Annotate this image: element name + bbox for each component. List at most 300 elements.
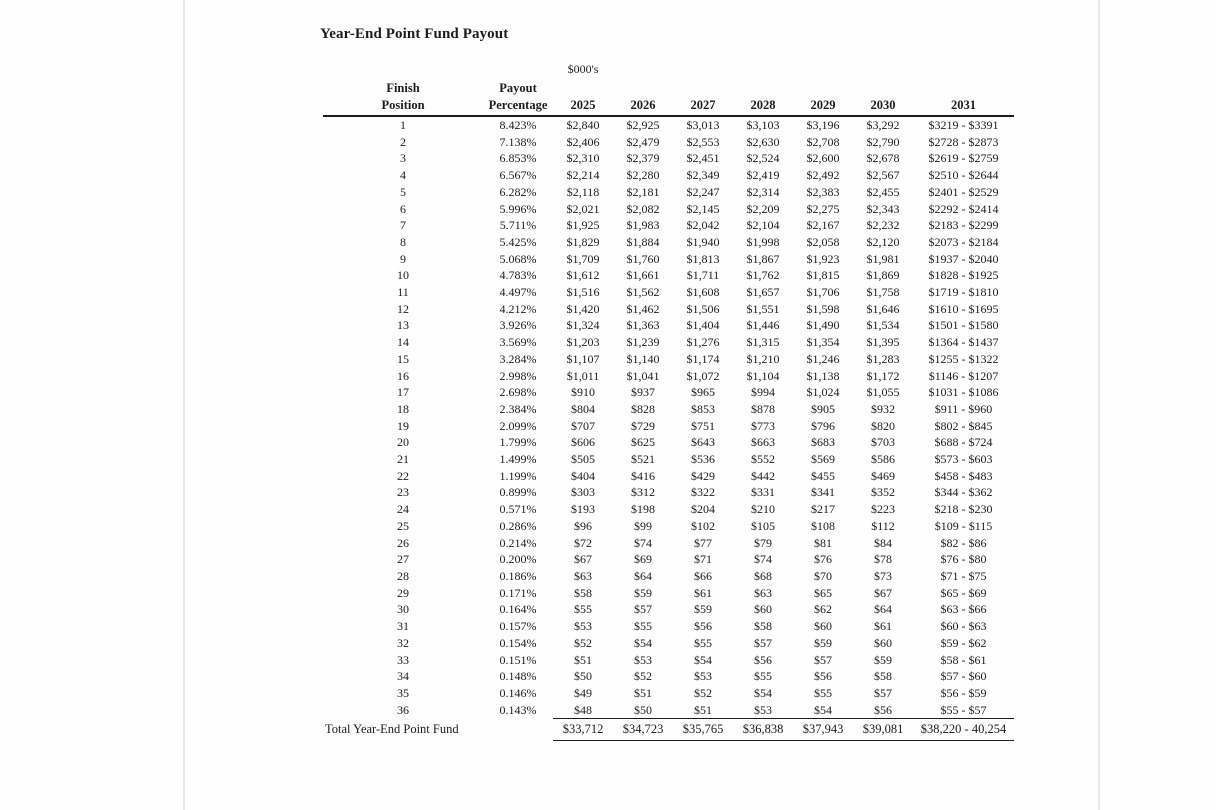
finish-position-cell: 29 — [397, 585, 409, 600]
finish-header-line2: Position — [323, 96, 483, 116]
payout-value-cell: $2,492 — [806, 168, 840, 183]
payout-value-cell: $71 — [694, 552, 712, 567]
payout-value-cell: $50 — [634, 702, 652, 717]
payout-value-cell: $2,455 — [866, 184, 900, 199]
payout-value-cell: $303 — [571, 485, 595, 500]
payout-value-cell: $55 — [814, 685, 832, 700]
payout-percentage-cell: 0.154% — [499, 635, 537, 650]
total-value-cell: $38,220 - 40,254 — [913, 719, 1014, 741]
payout-percentage-cell: 4.212% — [499, 301, 537, 316]
payout-percentage-cell: 2.998% — [499, 368, 537, 383]
payout-value-cell: $773 — [751, 418, 775, 433]
total-value-cell: $34,723 — [613, 719, 673, 741]
payout-value-cell: $1937 - $2040 — [928, 251, 999, 266]
payout-value-cell: $1,598 — [806, 301, 840, 316]
payout-value-cell: $1,657 — [746, 285, 780, 300]
payout-value-cell: $1,041 — [626, 368, 660, 383]
finish-position-cell: 31 — [397, 619, 409, 634]
spacer-cell — [733, 80, 793, 96]
payout-value-cell: $76 — [814, 552, 832, 567]
payout-value-cell: $2,451 — [686, 151, 720, 166]
payout-value-cell: $54 — [814, 702, 832, 717]
payout-value-cell: $569 — [811, 452, 835, 467]
payout-value-cell: $1,363 — [626, 318, 660, 333]
payout-value-cell: $1,140 — [626, 351, 660, 366]
finish-position-cell: 21 — [397, 452, 409, 467]
finish-position-cell: 24 — [397, 502, 409, 517]
payout-value-cell: $1,324 — [566, 318, 600, 333]
payout-value-cell: $71 - $75 — [940, 568, 987, 583]
payout-percentage-cell: 0.157% — [499, 619, 537, 634]
payout-value-cell: $56 — [694, 619, 712, 634]
header-row-top — [323, 80, 1014, 96]
payout-value-cell: $60 — [754, 602, 772, 617]
payout-value-cell: $703 — [871, 435, 895, 450]
finish-position-cell: 10 — [397, 268, 409, 283]
finish-position-cell: 27 — [397, 552, 409, 567]
payout-percentage-cell: 0.143% — [499, 702, 537, 717]
finish-position-cell: 11 — [397, 285, 409, 300]
payout-value-cell: $1,203 — [566, 335, 600, 350]
payout-value-cell: $416 — [631, 468, 655, 483]
payout-value-cell: $1,276 — [686, 335, 720, 350]
payout-value-cell: $505 — [571, 452, 595, 467]
finish-position-cell: 33 — [397, 652, 409, 667]
table-row — [323, 585, 1014, 602]
year-header-2030: 2030 — [853, 96, 913, 116]
payout-value-cell: $663 — [751, 435, 775, 450]
payout-value-cell: $536 — [691, 452, 715, 467]
payout-value-cell: $1364 - $1437 — [928, 335, 999, 350]
finish-position-cell: 12 — [397, 301, 409, 316]
payout-value-cell: $84 — [874, 535, 892, 550]
payout-value-cell: $3,103 — [746, 118, 780, 132]
payout-value-cell: $1,706 — [806, 285, 840, 300]
payout-value-cell: $1,711 — [686, 268, 720, 283]
payout-value-cell: $2,678 — [866, 151, 900, 166]
payout-value-cell: $1,055 — [866, 385, 900, 400]
finish-position-cell: 34 — [397, 669, 409, 684]
payout-value-cell: $606 — [571, 435, 595, 450]
payout-value-cell: $105 — [751, 518, 775, 533]
payout-value-cell: $76 - $80 — [940, 552, 987, 567]
table-row — [323, 251, 1014, 268]
payout-value-cell: $54 — [694, 652, 712, 667]
payout-value-cell: $1,646 — [866, 301, 900, 316]
total-row — [323, 719, 1014, 741]
table-row — [323, 401, 1014, 418]
payout-value-cell: $55 — [754, 669, 772, 684]
table-row — [323, 618, 1014, 635]
payout-percentage-cell: 0.899% — [499, 485, 537, 500]
payout-value-cell: $60 — [874, 635, 892, 650]
page-edge-right — [1098, 0, 1100, 810]
payout-value-cell: $2,280 — [626, 168, 660, 183]
payout-percentage-cell: 8.423% — [499, 118, 537, 132]
table-row — [323, 167, 1014, 184]
payout-value-cell: $707 — [571, 418, 595, 433]
spacer-cell — [673, 57, 733, 80]
payout-value-cell: $2728 - $2873 — [928, 134, 999, 149]
payout-value-cell: $53 — [574, 619, 592, 634]
payout-value-cell: $70 — [814, 568, 832, 583]
year-header-2025: 2025 — [553, 96, 613, 116]
units-row — [323, 57, 1014, 80]
payout-value-cell: $751 — [691, 418, 715, 433]
table-row — [323, 601, 1014, 618]
payout-value-cell: $78 — [874, 552, 892, 567]
payout-value-cell: $331 — [751, 485, 775, 500]
payout-percentage-cell: 3.926% — [499, 318, 537, 333]
payout-percentage-cell: 5.711% — [499, 218, 537, 233]
payout-value-cell: $1,315 — [746, 335, 780, 350]
year-header-2031: 2031 — [913, 96, 1014, 116]
table-row — [323, 568, 1014, 585]
payout-percentage-cell: 2.099% — [499, 418, 537, 433]
payout-value-cell: $828 — [631, 401, 655, 416]
table-row — [323, 351, 1014, 368]
spacer-cell — [853, 80, 913, 96]
payout-value-cell: $60 — [814, 619, 832, 634]
payout-value-cell: $1,562 — [626, 285, 660, 300]
table-row — [323, 535, 1014, 552]
table-row — [323, 301, 1014, 318]
table-header — [323, 57, 1014, 116]
payout-value-cell: $52 — [574, 635, 592, 650]
payout-value-cell: $469 — [871, 468, 895, 483]
payout-value-cell: $1,983 — [626, 218, 660, 233]
finish-position-cell: 19 — [397, 418, 409, 433]
payout-value-cell: $2,630 — [746, 134, 780, 149]
payout-value-cell: $56 — [814, 669, 832, 684]
payout-value-cell: $965 — [691, 385, 715, 400]
payout-value-cell: $625 — [631, 435, 655, 450]
payout-value-cell: $643 — [691, 435, 715, 450]
finish-position-cell: 23 — [397, 485, 409, 500]
payout-value-cell: $51 — [574, 652, 592, 667]
finish-position-cell: 15 — [397, 351, 409, 366]
finish-position-cell: 26 — [397, 535, 409, 550]
spacer-cell — [913, 80, 1014, 96]
table-row — [323, 334, 1014, 351]
payout-value-cell: $193 — [571, 502, 595, 517]
finish-position-cell: 3 — [400, 151, 406, 166]
year-header-2029: 2029 — [793, 96, 853, 116]
payout-value-cell: $1,869 — [866, 268, 900, 283]
payout-value-cell: $2,167 — [806, 218, 840, 233]
payout-value-cell: $2,145 — [686, 201, 720, 216]
payout-percentage-cell: 1.799% — [499, 435, 537, 450]
payout-value-cell: $458 - $483 — [934, 468, 993, 483]
payout-value-cell: $52 — [694, 685, 712, 700]
payout-value-cell: $521 — [631, 452, 655, 467]
payout-value-cell: $2,379 — [626, 151, 660, 166]
payout-value-cell: $2,419 — [746, 168, 780, 183]
payout-value-cell: $1,813 — [686, 251, 720, 266]
payout-percentage-cell: 5.996% — [499, 201, 537, 216]
units-label: $000's — [567, 62, 599, 76]
payout-value-cell: $1,072 — [686, 368, 720, 383]
payout-value-cell: $1,867 — [746, 251, 780, 266]
payout-value-cell: $729 — [631, 418, 655, 433]
payout-value-cell: $61 — [694, 585, 712, 600]
payout-value-cell: $2,840 — [566, 118, 600, 132]
payout-value-cell: $1,612 — [566, 268, 600, 283]
payout-value-cell: $932 — [871, 401, 895, 416]
payout-percentage-cell: 1.499% — [499, 452, 537, 467]
payout-value-cell: $2,214 — [566, 168, 600, 183]
payout-value-cell: $404 — [571, 468, 595, 483]
payout-value-cell: $1,760 — [626, 251, 660, 266]
payout-value-cell: $2,104 — [746, 218, 780, 233]
payout-value-cell: $1,420 — [566, 301, 600, 316]
payout-value-cell: $2,567 — [866, 168, 900, 183]
table-row — [323, 434, 1014, 451]
finish-position-cell: 25 — [397, 518, 409, 533]
payout-value-cell: $96 — [574, 518, 592, 533]
payout-value-cell: $53 — [754, 702, 772, 717]
table-row — [323, 267, 1014, 284]
payout-value-cell: $1,354 — [806, 335, 840, 350]
payout-value-cell: $82 - $86 — [940, 535, 987, 550]
payout-value-cell: $66 — [694, 568, 712, 583]
payout-percentage-cell: 0.151% — [499, 652, 537, 667]
finish-position-cell: 17 — [397, 385, 409, 400]
payout-value-cell: $53 — [694, 669, 712, 684]
table-row — [323, 134, 1014, 151]
document-content — [320, 26, 1020, 741]
payout-value-cell: $57 - $60 — [940, 669, 987, 684]
payout-value-cell: $910 — [571, 385, 595, 400]
payout-value-cell: $2,118 — [566, 184, 600, 199]
payout-value-cell: $59 — [814, 635, 832, 650]
payout-value-cell: $2,479 — [626, 134, 660, 149]
payout-value-cell: $2,209 — [746, 201, 780, 216]
payout-table — [323, 57, 1014, 741]
payout-percentage-cell: 6.567% — [499, 168, 537, 183]
finish-position-cell: 32 — [397, 635, 409, 650]
payout-value-cell: $108 — [811, 518, 835, 533]
spacer-cell — [853, 57, 913, 80]
payout-value-cell: $2,790 — [866, 134, 900, 149]
finish-position-cell: 14 — [397, 335, 409, 350]
payout-value-cell: $62 — [814, 602, 832, 617]
payout-value-cell: $65 - $69 — [940, 585, 987, 600]
payout-value-cell: $3,292 — [866, 118, 900, 132]
total-value-cell: $33,712 — [553, 719, 613, 741]
payout-value-cell: $2,524 — [746, 151, 780, 166]
payout-value-cell: $74 — [754, 552, 772, 567]
table-row — [323, 484, 1014, 501]
payout-value-cell: $1,138 — [806, 368, 840, 383]
finish-position-cell: 5 — [400, 184, 406, 199]
finish-position-cell: 16 — [397, 368, 409, 383]
payout-value-cell: $683 — [811, 435, 835, 450]
payout-value-cell: $217 — [811, 502, 835, 517]
payout-value-cell: $1,661 — [626, 268, 660, 283]
total-value-cell: $35,765 — [673, 719, 733, 741]
payout-value-cell: $2,042 — [686, 218, 720, 233]
payout-value-cell: $442 — [751, 468, 775, 483]
payout-value-cell: $1,709 — [566, 251, 600, 266]
payout-value-cell: $1828 - $1925 — [928, 268, 999, 283]
table-row — [323, 518, 1014, 535]
payout-value-cell: $57 — [634, 602, 652, 617]
payout-value-cell: $1,998 — [746, 234, 780, 249]
payout-value-cell: $312 — [631, 485, 655, 500]
payout-value-cell: $1,011 — [566, 368, 600, 383]
payout-value-cell: $1,104 — [746, 368, 780, 383]
payout-percentage-cell: 0.148% — [499, 669, 537, 684]
payout-value-cell: $352 — [871, 485, 895, 500]
payout-value-cell: $53 — [634, 652, 652, 667]
payout-value-cell: $59 — [634, 585, 652, 600]
payout-percentage-cell: 7.138% — [499, 134, 537, 149]
payout-percentage-cell: 0.286% — [499, 518, 537, 533]
payout-percentage-cell: 3.284% — [499, 351, 537, 366]
payout-value-cell: $64 — [874, 602, 892, 617]
payout-value-cell: $2,058 — [806, 234, 840, 249]
table-row — [323, 468, 1014, 485]
payout-value-cell: $2,247 — [686, 184, 720, 199]
payout-value-cell: $2,275 — [806, 201, 840, 216]
payout-value-cell: $455 — [811, 468, 835, 483]
table-row — [323, 368, 1014, 385]
table-row — [323, 418, 1014, 435]
spacer-cell — [323, 57, 483, 80]
payout-value-cell: $1,551 — [746, 301, 780, 316]
payout-value-cell: $52 — [634, 669, 652, 684]
payout-percentage-cell: 0.171% — [499, 585, 537, 600]
spacer-cell — [793, 80, 853, 96]
payout-value-cell: $429 — [691, 468, 715, 483]
payout-percentage-cell: 4.497% — [499, 285, 537, 300]
finish-position-cell: 30 — [397, 602, 409, 617]
payout-value-cell: $2,383 — [806, 184, 840, 199]
table-row — [323, 284, 1014, 301]
payout-value-cell: $50 — [574, 669, 592, 684]
payout-value-cell: $54 — [754, 685, 772, 700]
table-row — [323, 685, 1014, 702]
year-header-2026: 2026 — [613, 96, 673, 116]
payout-value-cell: $57 — [814, 652, 832, 667]
spacer-cell — [613, 57, 673, 80]
payout-value-cell: $58 — [874, 669, 892, 684]
payout-value-cell: $2,310 — [566, 151, 600, 166]
payout-value-cell: $1,534 — [866, 318, 900, 333]
payout-percentage-cell: 6.853% — [499, 151, 537, 166]
payout-value-cell: $67 — [574, 552, 592, 567]
payout-value-cell: $69 — [634, 552, 652, 567]
payout-value-cell: $81 — [814, 535, 832, 550]
payout-value-cell: $820 — [871, 418, 895, 433]
table-row — [323, 201, 1014, 218]
finish-position-cell: 8 — [400, 234, 406, 249]
spacer-cell — [673, 80, 733, 96]
payout-value-cell: $2183 - $2299 — [928, 218, 999, 233]
total-value-cell: $36,838 — [733, 719, 793, 741]
payout-percentage-cell: 6.282% — [499, 184, 537, 199]
finish-position-cell: 20 — [397, 435, 409, 450]
payout-value-cell: $1,446 — [746, 318, 780, 333]
payout-value-cell: $58 - $61 — [940, 652, 987, 667]
payout-value-cell: $796 — [811, 418, 835, 433]
payout-value-cell: $79 — [754, 535, 772, 550]
payout-value-cell: $112 — [871, 518, 895, 533]
payout-percentage-cell: 0.164% — [499, 602, 537, 617]
payout-value-cell: $48 — [574, 702, 592, 717]
payout-value-cell: $2619 - $2759 — [928, 151, 999, 166]
payout-value-cell: $56 - $59 — [940, 685, 987, 700]
table-row — [323, 635, 1014, 652]
payout-value-cell: $210 — [751, 502, 775, 517]
payout-percentage-cell: 5.068% — [499, 251, 537, 266]
total-value-cell: $37,943 — [793, 719, 853, 741]
payout-value-cell: $67 — [874, 585, 892, 600]
payout-value-cell: $1,174 — [686, 351, 720, 366]
payout-value-cell: $2,708 — [806, 134, 840, 149]
finish-header-line1: Finish — [386, 81, 420, 95]
payout-value-cell: $223 — [871, 502, 895, 517]
table-row — [323, 668, 1014, 685]
payout-value-cell: $60 - $63 — [940, 619, 987, 634]
header-row-bottom — [323, 96, 1014, 116]
payout-header-line2: Percentage — [483, 96, 553, 116]
payout-value-cell: $73 — [874, 568, 892, 583]
finish-position-cell: 6 — [400, 201, 406, 216]
page-edge-left — [183, 0, 185, 810]
spacer-cell — [613, 80, 673, 96]
payout-value-cell: $1,981 — [866, 251, 900, 266]
payout-value-cell: $1,940 — [686, 234, 720, 249]
payout-value-cell: $55 - $57 — [940, 702, 987, 717]
payout-value-cell: $2510 - $2644 — [928, 168, 999, 183]
payout-value-cell: $1031 - $1086 — [928, 385, 999, 400]
payout-value-cell: $3219 - $3391 — [928, 118, 999, 132]
finish-position-cell: 28 — [397, 568, 409, 583]
payout-value-cell: $1,608 — [686, 285, 720, 300]
finish-position-cell: 35 — [397, 685, 409, 700]
table-row — [323, 150, 1014, 167]
table-row — [323, 317, 1014, 334]
payout-value-cell: $3,196 — [806, 118, 840, 132]
payout-value-cell: $59 — [694, 602, 712, 617]
spacer-cell — [733, 57, 793, 80]
payout-value-cell: $99 — [634, 518, 652, 533]
payout-value-cell: $2,343 — [866, 201, 900, 216]
payout-value-cell: $2,082 — [626, 201, 660, 216]
page-title: Year-End Point Fund Payout — [320, 26, 509, 42]
finish-position-cell: 2 — [400, 134, 406, 149]
payout-percentage-cell: 1.199% — [499, 468, 537, 483]
payout-value-cell: $586 — [871, 452, 895, 467]
payout-value-cell: $55 — [574, 602, 592, 617]
finish-position-cell: 1 — [400, 118, 406, 132]
payout-value-cell: $198 — [631, 502, 655, 517]
payout-value-cell: $878 — [751, 401, 775, 416]
payout-value-cell: $1,490 — [806, 318, 840, 333]
payout-value-cell: $3,013 — [686, 118, 720, 132]
payout-percentage-cell: 4.783% — [499, 268, 537, 283]
payout-value-cell: $102 — [691, 518, 715, 533]
payout-value-cell: $2,349 — [686, 168, 720, 183]
payout-value-cell: $56 — [874, 702, 892, 717]
table-row — [323, 217, 1014, 234]
payout-value-cell: $2,406 — [566, 134, 600, 149]
payout-value-cell: $802 - $845 — [934, 418, 993, 433]
payout-value-cell: $2401 - $2529 — [928, 184, 999, 199]
finish-position-cell: 4 — [400, 168, 406, 183]
